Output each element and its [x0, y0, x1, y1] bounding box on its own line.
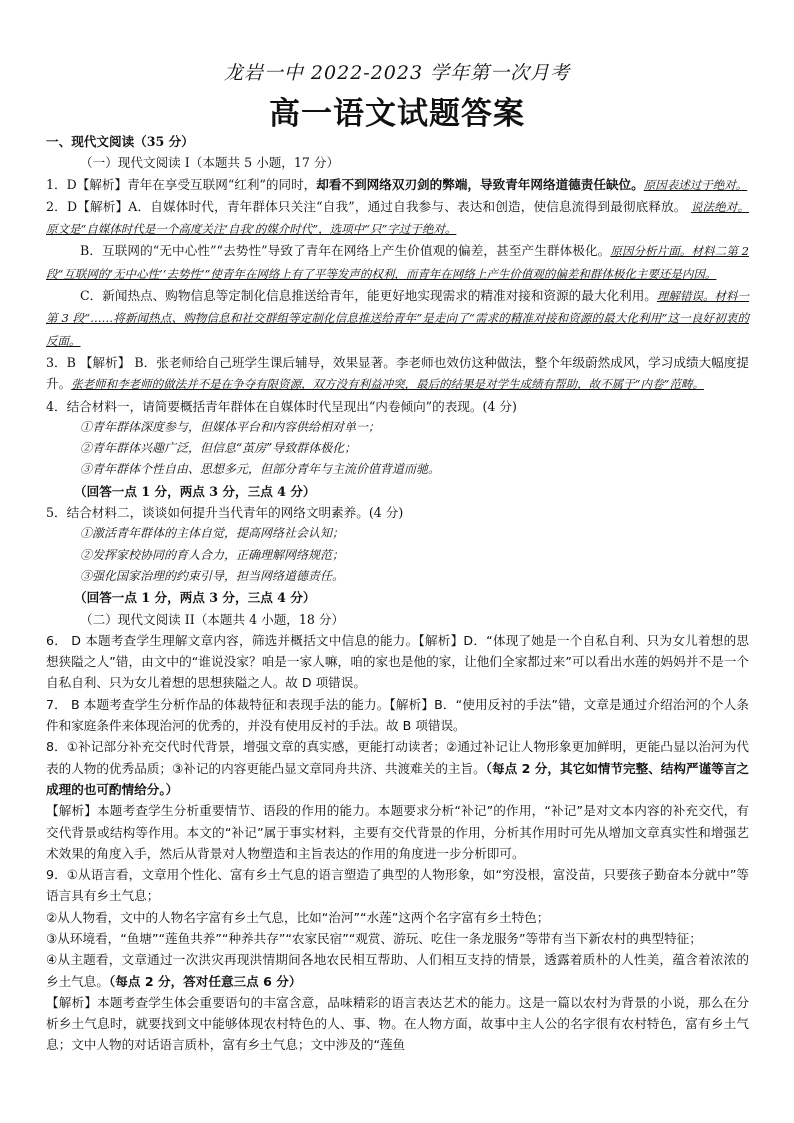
- q4-score: （回答一点 1 分，两点 3 分，三点 4 分）: [74, 483, 316, 499]
- q8-score: （每点 2 分，其它如情节完整、结构严谨等言之成理的也可酌情给分。）: [46, 760, 749, 797]
- q4-item: ②青年群体兴趣广泛，但信息“茧房”导致群体极化；: [80, 441, 357, 456]
- answer-q9-1: 9．①从语言看，文章用个性化、富有乡土气息的语言塑造了典型的人物形象，如“穷没根，富没苗，只要孩子勤奋本分就中”等语言具有乡土气息；: [46, 867, 749, 904]
- q2-c: C．新闻热点、购物信息等定制化信息推送给青年，能更好地实现需求的精准对接和资源的最大化利用。: [80, 288, 657, 304]
- q5-item: ②发挥家校协同的育人合力，正确理解网络规范；: [80, 547, 345, 562]
- answer-q8: [46, 736, 749, 800]
- q2-b: B．互联网的“无中心性”“去势性”导致了青年在网络上产生价值观的偏差，甚至产生群体极化。: [80, 243, 611, 259]
- q5-item: ③强化国家治理的约束引导，担当网络道德责任。: [80, 568, 345, 583]
- q3-note: 张老师和李老师的做法并不是在争夺有限资源，双方没有利益冲突，最后的结果是对学生成绩有帮助，故不属于“内卷”范畴。: [71, 377, 704, 392]
- answer-q9-2: ②从人物看，文中的人物名字富有乡土气息，比如“治河”“水莲”这两个名字富有乡土特色；: [46, 909, 550, 925]
- q5-score: （回答一点 1 分，两点 3 分，三点 4 分）: [74, 590, 316, 606]
- q1-lead: 1．D【解析】青年在享受互联网“红利”的同时，: [46, 176, 317, 192]
- answer-q9-4: [46, 949, 749, 992]
- answer-q1: [46, 174, 749, 196]
- part2-heading: （二）现代文阅读 II（本题共 4 小题，18 分）: [80, 611, 345, 627]
- q8-analysis: 【解析】本题考查学生分析重要情节、语段的作用的能力。本题要求分析“补记”的作用，“补记”是对文本内容的补充交代，有交代背景或结构等作用。本文的“补记”属于事实材料，主要有交代背景的作用，分析其作用时可先从增加文章真实性和增强艺术效果的角度入手，然后从背景对人物塑造和主旨表达的作用的角度进一步分析即可。: [46, 803, 749, 861]
- q2-note-a: 说法绝对。原文是“自媒体时代是一个高度关注‘自我’的媒介时代”，选项中“只”字过于绝对。: [46, 199, 749, 237]
- q2-note-c: 理解错误。材料一第 3 段“……将新闻热点、购物信息和社交群组等定制化信息推送给青年”是走向了“需求的精准对接和资源的最大化利用”这一良好初衷的反面。: [46, 289, 750, 348]
- q4-item: ①青年群体深度参与，但媒体平台和内容供给相对单一；: [80, 419, 381, 434]
- question-q5: 5．结合材料二，谈谈如何提升当代青年的网络文明素养。(4 分): [46, 505, 404, 521]
- q4-item: ③青年群体个性自由、思想多元，但部分青年与主流价值背道而驰。: [80, 462, 441, 477]
- answer-content: [46, 131, 749, 1056]
- q2-note-b: 原因分析片面。材料二第 2 段“互联网的‘无中心性’‘去势性’”使青年在网络上有了平等发声的权利，而青年在网络上产生价值观的偏差和群体极化主要还是内因。: [46, 244, 749, 281]
- part1-heading: （一）现代文阅读 I（本题共 5 小题，17 分）: [80, 155, 340, 171]
- answer-q2-b: [46, 240, 749, 285]
- answer-q9-3: ③从环境看，“鱼塘”“莲鱼共养”“种养共存”“农家民宿”“观赏、游玩、吃住一条龙服务”等带有当下新农村的典型特征；: [46, 930, 702, 946]
- q1-bold: 却看不到网络双刃剑的弊端，导致青年网络道德责任缺位。: [316, 176, 644, 192]
- q3-lead: 3．B 【解析】 B．张老师给自己班学生课后辅导，效果显著。李老师也效仿这种做法，整个年级蔚然成风，学习成绩大幅度提升。: [46, 354, 749, 392]
- page-title: 高一语文试题答案: [269, 96, 525, 132]
- answer-q2-c: [46, 285, 749, 352]
- answer-q2: [46, 196, 749, 241]
- answer-q3: [46, 352, 749, 396]
- answer-q6: 6． D 本题考查学生理解文章内容，筛选并概括文中信息的能力。【解析】D．“体现了她是一个自私自利、只为女儿着想的思想狭隘之人”错，由文中的“谁说没家？咱是一家人嘛，咱的家也是他的家，让他们全家都过来”可以看出水莲的妈妈并不是一个自私自利、只为女儿着想的思想狭隘之人。故 D 项错误。: [46, 632, 749, 691]
- exam-title: 龙岩一中 2022-2023 学年第一次月考: [223, 62, 571, 84]
- q9-p4: ④从主题看，文章通过一次洪灾再现洪情期间各地农民相互帮助、人们相互支持的情景，透露着质朴的人性美，蕴含着浓浓的乡土气息。: [46, 952, 749, 989]
- q9-analysis: 【解析】本题考查学生体会重要语句的丰富含意，品味精彩的语言表达艺术的能力。这是一篇以农村为背景的小说，那么在分析乡土气息时，就要找到文中能够体现农村特色的人、事、物。在人物方面，故事中主人公的名字很有农村特色，富有乡土气息；文中人物的对话语言质朴，富有乡土气息；文中涉及的“莲鱼: [46, 994, 749, 1053]
- q1-note: 原因表述过于绝对。: [643, 177, 748, 192]
- answer-q7: 7． B 本题考查学生分析作品的体裁特征和表现手法的能力。【解析】B．“使用反衬的手法”错，文章是通过介绍治河的个人条件和家庭条件来体现治河的优秀的，并没有使用反衬的手法。故 B 项错误。: [46, 696, 749, 734]
- q8-lead: 8．①补记部分补充交代时代背景，增强文章的真实感，更能打动读者；②通过补记让人物形象更加鲜明，更能凸显以治河为代表的人物的优秀品质；③补记的内容更能凸显文章同舟共济、共渡难关的主旨。: [46, 739, 749, 776]
- question-q4: 4．结合材料一，请简要概括青年群体在自媒体时代呈现出“内卷倾向”的表现。(4 分): [46, 398, 517, 414]
- q9-score: （每点 2 分，答对任意三点 6 分）: [108, 973, 302, 989]
- section-heading: 一、现代文阅读（35 分）: [46, 134, 194, 149]
- q2-lead: 2．D【解析】A．自媒体时代，青年群体只关注“自我”，通过自我参与、表达和创造，使信息流得到最彻底释放。: [46, 198, 687, 214]
- q5-item: ①激活青年群体的主体自觉，提高网络社会认知；: [80, 526, 345, 541]
